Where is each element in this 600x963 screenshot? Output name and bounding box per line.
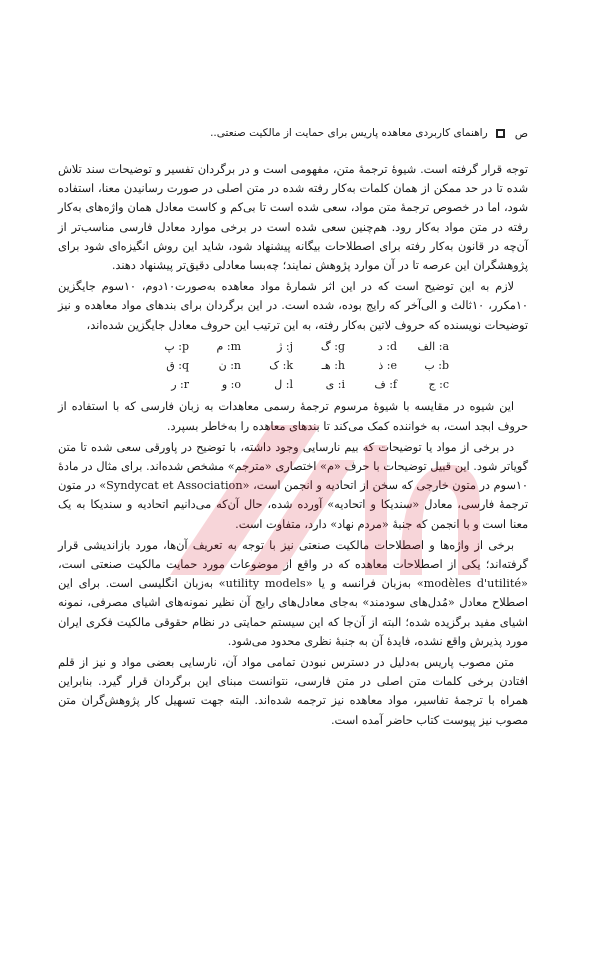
legend-item: q: ق — [166, 359, 189, 373]
legend-item: k: ک — [269, 359, 293, 373]
paragraph-1: توجه قرار گرفته است. شیوۀ ترجمۀ متن، مفهومی است و در برگردان تفسیر و توضیحات سند تلاش شده تا در حد ممکن از همان کلمات به‌کار رفته شده در متن اصلی در صورت رسانیدن معنا، استفاده شود، اما در خصوص ترجمۀ متن مواد، سعی شده است تا بی‌کم و کاست معادل همان واژه‌های به‌کار رفته در متن مواد به‌کار رود. هم‌چنین سعی شده است در برخی موارد معادل فارسی مناسب‌تر از آن‌چه در قانون به‌کار رفته برای اصطلاحات بیگانه پیشنهاد شود، شاید این روش انگیزه‌ای شود برای پژوهشگران این عرصه تا در آن موارد پژوهش نمایند؛ چه‌بسا معادلی دقیق‌تر پیشنهاد دهند. — [58, 163, 528, 273]
legend-item: h: هـ — [321, 359, 345, 373]
body-text — [58, 160, 528, 732]
square-bullet-icon — [496, 129, 505, 138]
legend-item: c: ج — [428, 378, 449, 392]
legend-item: m: م — [216, 339, 241, 353]
paragraph-2: لازم به این توضیح است که در این اثر شمارۀ مواد معاهده به‌صورت۱۰دوم، ۱۰سوم جایگزین ۱۰مکرر، ۱۰ثالث و الی‌آخر که رایج بوده، شده است. در این برگردان برای بندهای مواد معاهده و نیز توضیحات نویسنده که حروف لاتین به‌کار رفته، به این ترتیب این حروف معادل جایگزین شده‌اند، — [58, 280, 528, 332]
letter-equivalence-legend — [58, 337, 528, 395]
legend-item: b: ب — [424, 359, 449, 373]
legend-item: f: ف — [374, 378, 397, 392]
paragraph-3: این شیوه در مقایسه با شیوۀ مرسوم ترجمۀ رسمی معاهدات به زبان فارسی که با استفاده از حروف ابجد است، به خواننده کمک می‌کند تا بندهای معاهده را به‌خاطر بسپرد. — [58, 400, 528, 433]
legend-item: j: ژ — [277, 339, 293, 353]
page-number: ص — [514, 126, 528, 140]
legend-item: a: الف — [417, 339, 449, 353]
legend-item: d: د — [377, 339, 397, 353]
paragraph-4: در برخی از مواد یا توضیحات که بیم نارسایی وجود داشته، با توضیح در پاورقی سعی شده تا متن گویاتر شود. این قبیل توضیحات با حرف «م» اختصاری «مترجم» مشخص شده‌اند. برای مثال در مادۀ ۱۰سوم در متون خارجی که سخن از اتحادیه و انجمن است، «Syndycat et Association» در متون ترجمۀ فارسی، معادل «سندیکا و اتحادیه» آورده شده، حال آن‌که می‌دانیم اتحادیه و سندیکا به یک معنا است و با انجمن که جنبۀ «مردم نهاد» دارد، متفاوت است. — [57, 440, 528, 531]
legend-item: p: پ — [164, 339, 189, 353]
legend-item: e: ذ — [378, 359, 397, 373]
paragraph-5: برخی از واژه‌ها و اصطلاحات مالکیت صنعتی نیز با توجه به تعریف آن‌ها، مورد بازاندیشی قرار گرفته‌اند؛ یکی از اصطلاحات معاهده که در واقع از موضوعات مورد حمایت مالکیت صنعتی است، «modèles d'utilité» به‌زبان فرانسه و یا «utility models» به‌زبان انگلیسی است. برای این اصطلاح معادل «مُدل‌های سودمند» به‌جای معادل‌های رایج آن نظیر نمونه‌های اشیای مصرفی، نمونه اشیای مفید برگزیده شده؛ البته از آن‌جا که این سیستم حمایتی در نظام حقوقی مالکیت فکری ایران مورد پذیرش واقع نشده، فایدۀ آن به جنبۀ نظری محدود می‌شود. — [58, 538, 528, 648]
legend-item: i: ی — [325, 378, 345, 392]
running-header — [44, 122, 528, 144]
running-header-title: راهنمای کاربردی معاهده پاریس برای حمایت از مالکیت صنعتی.. — [210, 127, 488, 139]
legend-item: n: ن — [218, 359, 241, 373]
legend-item: r: ر — [171, 378, 189, 392]
legend-item: l: ل — [274, 378, 293, 392]
paragraph-6: متن مصوب پاریس به‌دلیل در دسترس نبودن تمامی مواد آن، نارسایی بعضی مواد و نیز از قلم افتادن برخی کلمات متن اصلی در متن فارسی، نتوانست مبنای این برگردان قرار گیرد. بنابراین همراه با ترجمۀ تفاسیر، مواد معاهده نیز ترجمه شده‌اند. البته جهت تسهیل کار پژوهش‌گران متن مصوب نیز پیوست کتاب حاضر آمده است. — [58, 656, 528, 727]
legend-item: g: گ — [320, 339, 345, 353]
legend-item: o: و — [221, 378, 241, 392]
